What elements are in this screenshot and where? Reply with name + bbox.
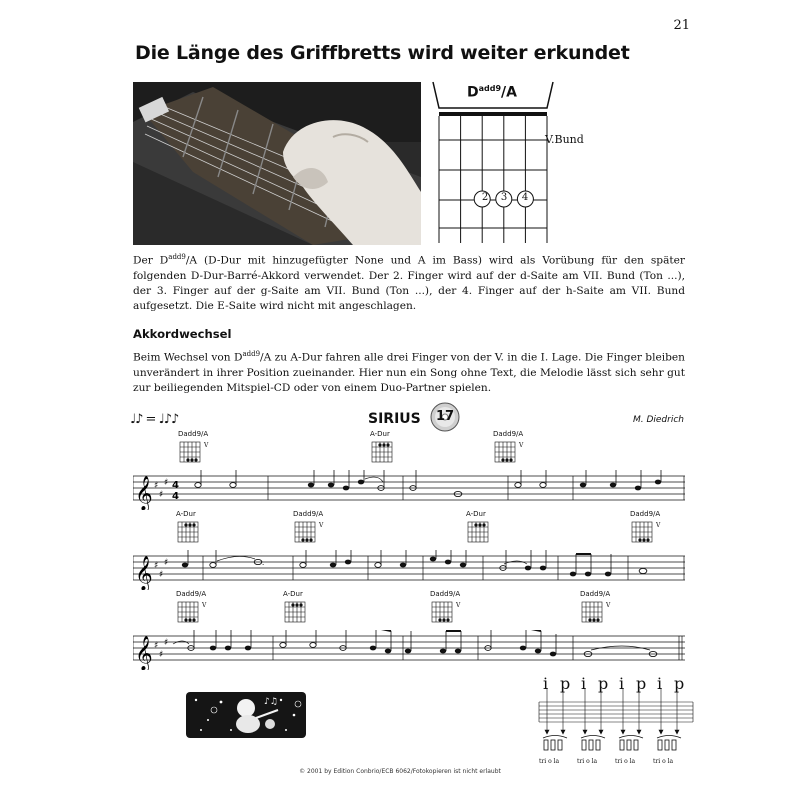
fret-label: V.Bund bbox=[545, 133, 584, 146]
track-number: 17 bbox=[435, 409, 455, 424]
svg-text:♯: ♯ bbox=[159, 570, 164, 580]
chord-box-label: Dadd9/A bbox=[176, 590, 207, 598]
music-staff bbox=[133, 630, 685, 670]
chord-box-label: Dadd9/A bbox=[580, 590, 611, 598]
chord-box-label: Dadd9/A bbox=[178, 430, 209, 438]
chord-box-label: A-Dur bbox=[283, 590, 303, 598]
svg-text:♯: ♯ bbox=[159, 490, 164, 500]
chord-box-label: A-Dur bbox=[370, 430, 390, 438]
finger-label: i bbox=[581, 674, 587, 693]
svg-text:𝄞: 𝄞 bbox=[135, 636, 153, 670]
triplet-label: tri o la bbox=[615, 758, 636, 765]
triplet-label: tri o la bbox=[577, 758, 598, 765]
chord-grid bbox=[283, 599, 323, 625]
chord-box-label: A-Dur bbox=[176, 510, 196, 518]
space-illustration bbox=[186, 690, 306, 740]
chord-box-label: Dadd9/A bbox=[630, 510, 661, 518]
copyright-footer: © 2001 by Edition Conbrio/ECB 6062/Fotokopieren ist nicht erlaubt bbox=[299, 768, 501, 775]
chord-box-fret: V bbox=[519, 442, 524, 449]
section-heading: Akkordwechsel bbox=[133, 327, 232, 341]
svg-text:♯: ♯ bbox=[154, 641, 159, 651]
chord-grid bbox=[430, 599, 470, 625]
rhythm-hint: ♩♪ = ♩♪♪ bbox=[130, 412, 179, 427]
triplet-label: tri o la bbox=[539, 758, 560, 765]
section-paragraph: Beim Wechsel von $D^{add9}/A$ zu A-Dur fahren alle drei Finger von der V. in die I. Lage. Die Finger bleiben unverändert in ihrer Position zueinander. Hier nun ein Song ohne Text, die Melodie lässt sich sehr gut zur beiliegenden Mitspiel-CD oder von einem Duo-Partner spielen. bbox=[133, 350, 685, 394]
finger-label: p bbox=[636, 674, 647, 693]
music-staff bbox=[133, 470, 685, 510]
finger-4-label: 4 bbox=[521, 192, 529, 203]
picking-tab-figure bbox=[535, 674, 695, 770]
finger-3-label: 3 bbox=[500, 192, 508, 203]
chord-box-label: A-Dur bbox=[466, 510, 486, 518]
finger-label: p bbox=[674, 674, 685, 693]
time-signature-bottom: 4 bbox=[172, 491, 179, 502]
chord-box-fret: V bbox=[656, 522, 661, 529]
chord-box bbox=[176, 590, 216, 626]
svg-text:.: . bbox=[262, 559, 265, 567]
chord-diagram bbox=[425, 78, 605, 248]
chord-box bbox=[283, 590, 323, 626]
svg-text:𝄞: 𝄞 bbox=[135, 556, 153, 590]
svg-text:♯: ♯ bbox=[154, 561, 159, 571]
finger-label: p bbox=[560, 674, 571, 693]
chord-box-label: Dadd9/A bbox=[430, 590, 461, 598]
chord-grid bbox=[580, 599, 620, 625]
chord-box-label: Dadd9/A bbox=[293, 510, 324, 518]
finger-label: p bbox=[598, 674, 609, 693]
music-staff bbox=[133, 550, 685, 590]
picking-tab-graphic bbox=[535, 688, 695, 760]
chord-grid bbox=[178, 439, 218, 465]
svg-text:♯: ♯ bbox=[164, 638, 169, 648]
music-staff-graphic bbox=[133, 470, 685, 510]
finger-label: i bbox=[657, 674, 663, 693]
triplet-label: tri o la bbox=[653, 758, 674, 765]
chord-diagram-title: $D^{add9}/A$ bbox=[467, 84, 517, 101]
music-staff-graphic bbox=[133, 550, 685, 590]
finger-label: i bbox=[543, 674, 549, 693]
svg-text:♯: ♯ bbox=[154, 481, 159, 491]
chord-diagram-graphic bbox=[425, 78, 605, 248]
chord-box bbox=[580, 590, 620, 626]
intro-paragraph: Der $D^{add9}/A$ (D-Dur mit hinzugefügter None und A im Bass) wird als Vorübung für den später folgenden D-Dur-Barré-Akkord verwendet. Der 2. Finger wird auf der d-Saite am VII. Bund (Ton ...), der 3. Finger auf der g-Saite am VII. Bund (Ton ...), der 4. Finger auf der h-Saite am VII. Bund aufgesetzt. Die E-Saite wird nicht mit angeschlagen. bbox=[133, 253, 685, 312]
guitar-hand-photo bbox=[133, 82, 421, 245]
chord-grid bbox=[466, 519, 506, 545]
chord-grid bbox=[493, 439, 533, 465]
chord-grid bbox=[176, 519, 216, 545]
chord-box-fret: V bbox=[319, 522, 324, 529]
chord-box-fret: V bbox=[456, 602, 461, 609]
song-title: SIRIUS bbox=[368, 411, 421, 427]
chord-box-fret: V bbox=[202, 602, 207, 609]
space-illustration-graphic bbox=[186, 690, 306, 740]
chord-grid bbox=[176, 599, 216, 625]
chord-box bbox=[430, 590, 470, 626]
chord-box bbox=[293, 510, 333, 546]
chord-box-fret: V bbox=[204, 442, 209, 449]
chord-box bbox=[466, 510, 506, 546]
chord-box-fret: V bbox=[606, 602, 611, 609]
chord-grid bbox=[370, 439, 410, 465]
chord-box-label: Dadd9/A bbox=[493, 430, 524, 438]
chord-box bbox=[493, 430, 533, 466]
chord-box bbox=[370, 430, 410, 466]
svg-text:♯: ♯ bbox=[164, 558, 169, 568]
svg-text:♯: ♯ bbox=[159, 650, 164, 660]
guitar-hand-photo-graphic bbox=[133, 82, 421, 245]
cd-track-icon bbox=[430, 402, 460, 432]
page-number: 21 bbox=[673, 18, 690, 33]
composer: M. Diedrich bbox=[632, 415, 684, 425]
page-heading: Die Länge des Griffbretts wird weiter erkundet bbox=[135, 42, 630, 64]
svg-text:♯: ♯ bbox=[164, 478, 169, 488]
chord-box bbox=[176, 510, 216, 546]
finger-2-label: 2 bbox=[481, 192, 489, 203]
svg-text:♪♫: ♪♫ bbox=[264, 697, 278, 707]
music-staff-graphic bbox=[133, 630, 685, 670]
chord-grid bbox=[630, 519, 670, 545]
chord-box bbox=[178, 430, 218, 466]
finger-label: i bbox=[619, 674, 625, 693]
chord-grid bbox=[293, 519, 333, 545]
svg-text:𝄞: 𝄞 bbox=[135, 476, 153, 510]
time-signature-top: 4 bbox=[172, 480, 179, 491]
chord-box bbox=[630, 510, 670, 546]
